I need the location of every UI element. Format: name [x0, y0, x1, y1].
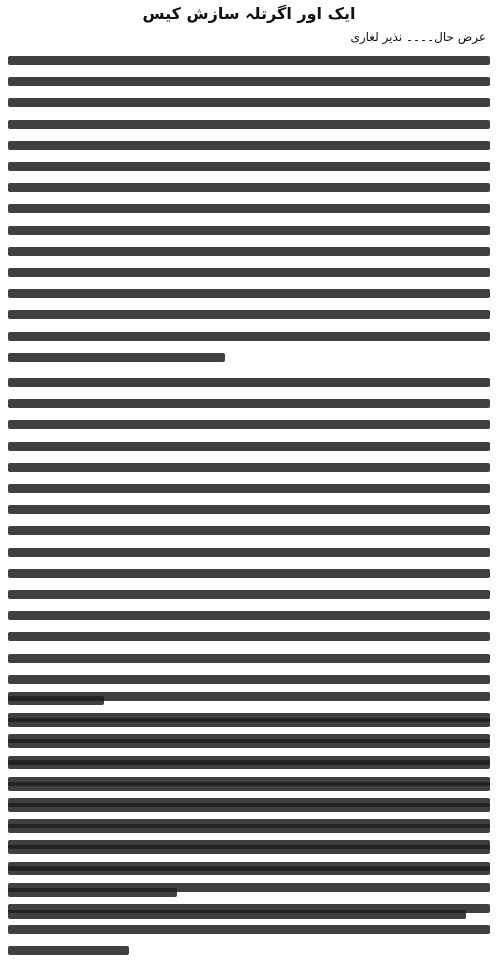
- text-line: [8, 457, 490, 478]
- article-title: ایک اور اگرتلہ سازش کیس: [142, 4, 356, 23]
- text-line: [8, 898, 490, 919]
- text-line: [8, 750, 490, 771]
- text-line: [8, 347, 490, 368]
- text-line: [8, 563, 490, 584]
- text-line: [8, 135, 490, 156]
- text-line: [8, 92, 490, 113]
- text-line: [8, 813, 490, 834]
- text-line: [8, 177, 490, 198]
- text-line: [8, 605, 490, 626]
- text-line: [8, 771, 490, 792]
- text-line: [8, 304, 490, 325]
- text-line: [8, 50, 490, 71]
- paragraph-1: [8, 50, 490, 368]
- text-line: [8, 478, 490, 499]
- text-line: [8, 584, 490, 605]
- text-line: [8, 283, 490, 304]
- text-line: [8, 325, 490, 346]
- text-line: [8, 626, 490, 647]
- text-line: [8, 542, 490, 563]
- text-line: [8, 198, 490, 219]
- paragraph-5: [8, 686, 490, 961]
- text-line: [8, 499, 490, 520]
- text-line: [8, 919, 490, 940]
- text-line: [8, 156, 490, 177]
- text-line: [8, 220, 490, 241]
- text-line: [8, 414, 490, 435]
- text-line: [8, 647, 490, 668]
- text-line: [8, 856, 490, 877]
- text-line: [8, 834, 490, 855]
- text-line: [8, 262, 490, 283]
- text-line: [8, 436, 490, 457]
- text-line: [8, 114, 490, 135]
- text-line: [8, 71, 490, 92]
- text-line: [8, 520, 490, 541]
- text-line: [8, 792, 490, 813]
- text-line: [8, 372, 490, 393]
- text-line: [8, 940, 490, 961]
- text-line: [8, 707, 490, 728]
- text-line: [8, 728, 490, 749]
- text-line: [8, 877, 490, 898]
- text-line: [8, 241, 490, 262]
- text-line: [8, 686, 490, 707]
- text-line: [8, 393, 490, 414]
- article-byline: عرض حال۔۔۔۔ نذیر لغاری: [350, 30, 486, 44]
- paragraph-2: [8, 372, 490, 711]
